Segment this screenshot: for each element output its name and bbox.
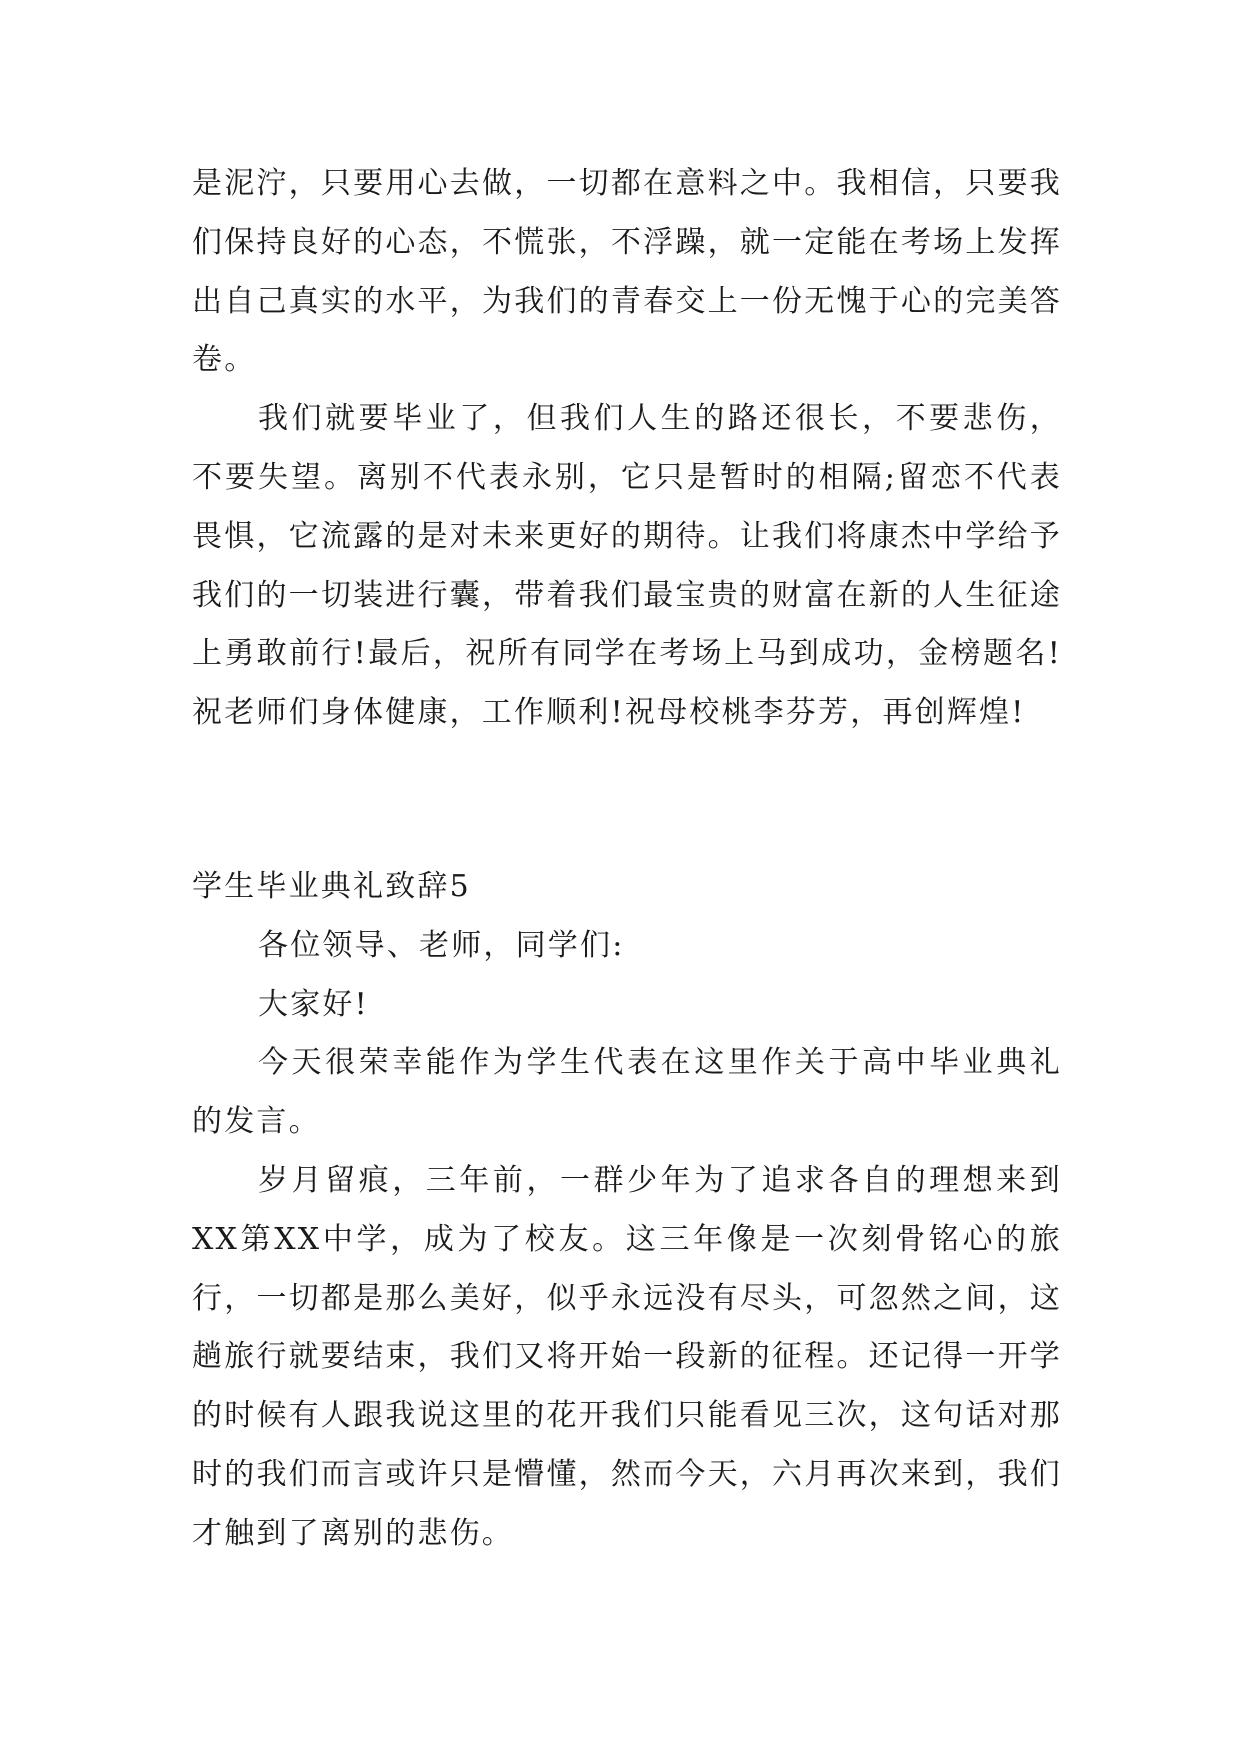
continued-text-block (192, 155, 1062, 743)
paragraph-greeting: 大家好! (258, 986, 369, 1022)
section-title: 学生毕业典礼致辞5 (192, 869, 471, 904)
paragraph-farewell: 我们就要毕业了，但我们人生的路还很长，不要悲伤，不要失望。离别不代表永别，它只是暂时的相隔;留恋不代表畏惧，它流露的是对未来更好的期待。让我们将康杰中学给予我们的一切装进行囊，带着我们最宝贵的财富在新的人生征途上勇敢前行!最后，祝所有同学在考场上马到成功，金榜题名!祝老师们身体健康，工作顺利!祝母校桃李芬芳，再创辉煌! (192, 401, 1062, 731)
paragraph-salutation: 各位领导、老师，同学们: (258, 927, 625, 963)
paragraph-continued: 是泥泞，只要用心去做，一切都在意料之中。我相信，只要我们保持良好的心态，不慌张，不浮躁，就一定能在考场上发挥出自己真实的水平，为我们的青春交上一份无愧于心的完美答卷。 (192, 166, 1062, 378)
speech-section (192, 858, 1062, 1564)
paragraph-memories: 岁月留痕，三年前，一群少年为了追求各自的理想来到XX第XX中学，成为了校友。这三年像是一次刻骨铭心的旅行，一切都是那么美好，似乎永远没有尽头，可忽然之间，这趟旅行就要结束，我们又将开始一段新的征程。还记得一开学的时候有人跟我说这里的花开我们只能看见三次，这句话对那时的我们而言或许只是懵懂，然而今天，六月再次来到，我们才触到了离别的悲伤。 (192, 1162, 1062, 1551)
paragraph-intro: 今天很荣幸能作为学生代表在这里作关于高中毕业典礼的发言。 (192, 1045, 1062, 1140)
